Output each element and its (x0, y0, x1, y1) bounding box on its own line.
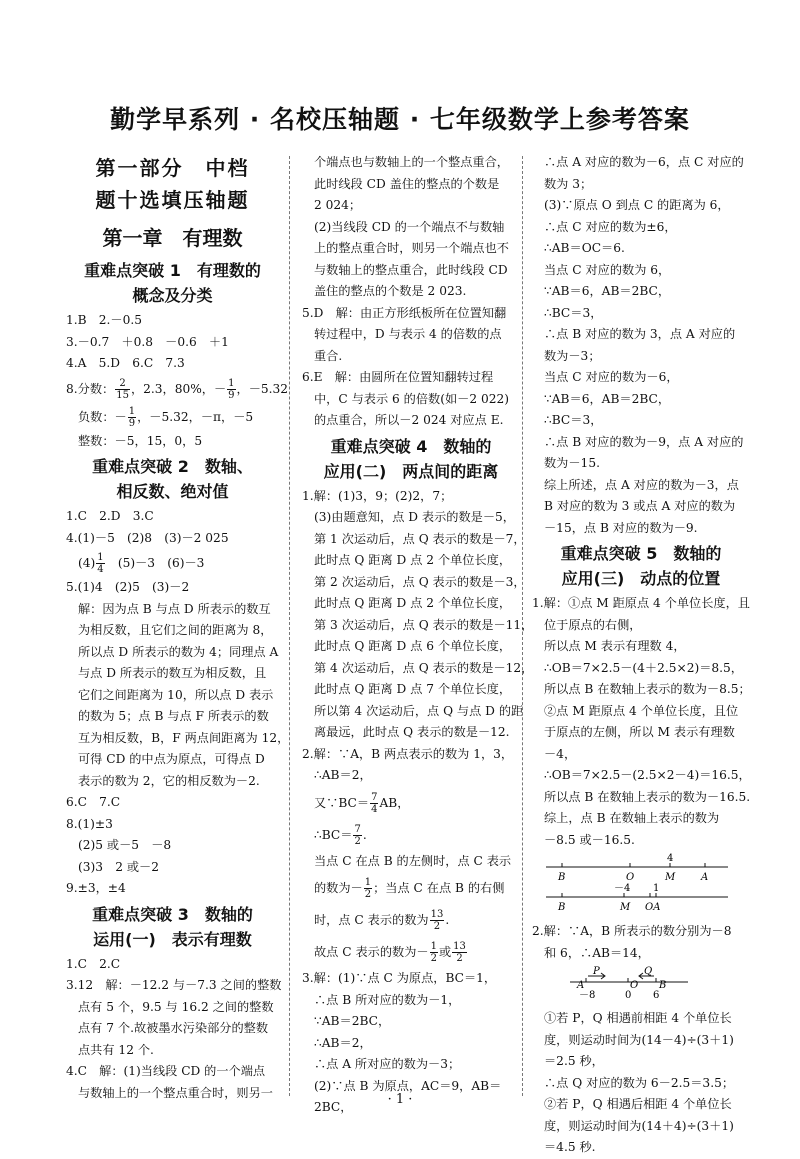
denominator: 4 (371, 803, 378, 815)
answer-line (302, 819, 520, 851)
point-label: O (630, 980, 639, 991)
denominator: 9 (128, 417, 136, 429)
answer-line: 综上，点 B 在数轴上表示的数为 (544, 811, 720, 825)
answer-line: (2)5 或－5 －8 (78, 838, 172, 852)
answer-line: ∵AB＝6，AB＝2BC， (544, 284, 671, 298)
answer-line: 互为相反数，B，F 两点间距离为 12， (78, 730, 290, 745)
answer-line: 第 2 次运动后，点 Q 表示的数是－3， (314, 574, 526, 589)
answer-line: 此时点 Q 距离 D 点 2 个单位长度， (314, 553, 512, 567)
answer-line: ①若 P，Q 相遇前相距 4 个单位长 (544, 1011, 732, 1025)
point-label: OA (645, 902, 661, 913)
answer-line: ∴点 A 对应的数为－6，点 C 对应的 (544, 155, 744, 169)
answer-line: ②点 M 距原点 4 个单位长度，且位 (544, 703, 739, 718)
answer-line: 与数轴上的一个整点重合时，则另一 (78, 1085, 273, 1100)
numerator: 1 (430, 941, 437, 952)
answer-line (66, 549, 279, 577)
answer-line: 当点 C 对应的数为－6， (544, 370, 679, 384)
answer-line: 3.解：(1)∵点 C 为原点，BC＝1， (302, 971, 497, 985)
part-heading: 题十选填压轴题 (95, 188, 250, 212)
answer-line: 与数轴上的整点重合，此时线段 CD (314, 262, 508, 277)
section-heading (66, 454, 279, 504)
answer-line: 1.C 2.D 3.C (66, 509, 154, 523)
answer-line: －8.5 或－16.5. (544, 832, 635, 847)
answer-line: (3)由题意知，点 D 表示的数是－5， (314, 510, 515, 524)
denominator: 2 (456, 953, 463, 964)
point-label: B (558, 902, 566, 913)
answer-line: －15，点 B 对应的数为－9. (544, 520, 698, 535)
number-line-figure-2 (568, 966, 758, 1004)
fraction (115, 378, 130, 401)
answer-line: 4.(1)－5 (2)8 (3)－2 025 (66, 530, 229, 545)
answer-line: ∴OB＝7×2.5－(4＋2.5×2)＝8.5， (544, 660, 743, 675)
text: ∴BC＝ (314, 827, 353, 842)
answer-line: B 对应的数为 3 或点 A 对应的数为 (544, 499, 736, 513)
answer-line: ②若 P，Q 相遇后相距 4 个单位长 (544, 1097, 732, 1111)
figure-label: 1 (653, 883, 660, 894)
answer-line: 8.(1)±3 (66, 816, 113, 831)
numerator: 7 (354, 823, 361, 835)
answer-line: ∴BC＝3， (544, 305, 603, 320)
section-heading (532, 541, 750, 591)
answer-line: ∴BC＝3， (544, 413, 603, 427)
answer-line: ∴点 Q 对应的数为 6－2.5＝3.5； (544, 1075, 735, 1090)
answer-line: 度，则运动时间为(14＋4)÷(3＋1) (544, 1118, 734, 1133)
section-heading-line: 概念及分类 (132, 286, 213, 305)
point-label: A (577, 980, 585, 991)
numerator: 1 (228, 377, 235, 389)
answer-line: 1.C 2.C (66, 956, 121, 971)
text: 又∵BC＝ (314, 795, 370, 810)
answer-line: 此时点 Q 距离 D 点 6 个单位长度， (314, 639, 512, 653)
fraction (430, 909, 445, 932)
answer-line: 数为－15. (544, 456, 600, 470)
numerator: 13 (453, 941, 466, 952)
answer-line: 和 6，∴AB＝14， (544, 945, 650, 960)
numerator: 1 (97, 552, 104, 563)
text: . (445, 913, 450, 927)
answer-line: 第 4 次运动后，点 Q 表示的数是－12， (314, 660, 534, 675)
fraction (364, 877, 372, 900)
answer-line: 综上所述，点 A 对应的数为－3，点 (544, 477, 739, 492)
text: . (362, 827, 367, 842)
fraction (353, 824, 361, 847)
answer-line: 6.E 解：由圆所在位置知翻转过程 (302, 370, 494, 384)
numerator: 2 (115, 378, 130, 390)
page-number: · 1 · (387, 1092, 413, 1107)
text: 8.分数： (66, 381, 115, 396)
answer-line: 个端点也与数轴上的一个整点重合， (314, 155, 509, 169)
numerator: 7 (371, 791, 378, 803)
denominator: 2 (430, 953, 437, 964)
answer-line: 整数：－5，15，0，5 (78, 433, 203, 448)
denominator: 4 (97, 564, 104, 575)
page-title: 勤学早系列 · 名校压轴题 · 七年级数学上参考答案 (110, 105, 690, 134)
answer-line: 当点 C 在点 B 的左侧时，点 C 表示 (314, 853, 512, 868)
denominator: 2 (433, 921, 441, 932)
answer-line: 1.B 2.－0.5 (66, 313, 142, 327)
text: ，2.3，80%，－ (130, 381, 227, 396)
section-heading (66, 258, 279, 308)
answer-line: 所以第 4 次运动后，点 Q 与点 D 的距 (314, 703, 524, 718)
text: ；当点 C 在点 B 的右侧 (373, 881, 505, 895)
text: 或 (438, 945, 452, 959)
answer-line: 1.解：(1)3，9；(2)2，7； (302, 488, 453, 503)
answer-line: 转过程中，D 与表示 4 的倍数的点 (314, 327, 502, 341)
answer-line: 第 3 次运动后，点 Q 表示的数是－11， (314, 617, 534, 632)
answer-line: ∴AB＝OC＝6. (544, 241, 625, 255)
answer-line: ＝2.5 秒， (544, 1054, 604, 1068)
answer-line: 9.±3，±4 (66, 881, 126, 895)
figure-label: 0 (625, 990, 632, 1001)
answer-line: 度，则运动时间为(14－4)÷(3＋1) (544, 1032, 734, 1047)
answer-line: 此时点 Q 距离 D 点 2 个单位长度， (314, 596, 512, 610)
answer-line: 所以点 B 在数轴上表示的数为－16.5. (544, 789, 751, 804)
answer-line: 所以点 D 所表示的数为 4；同理点 A (78, 644, 279, 659)
fraction (227, 378, 235, 401)
answer-line: 2 024； (314, 198, 362, 212)
answer-line: 3.12 解：－12.2 与－7.3 之间的整数 (66, 978, 282, 992)
figure-label: 6 (653, 990, 660, 1001)
answer-line: 4.A 5.D 6.C 7.3 (66, 356, 185, 370)
answer-line: ∴点 C 对应的数为±6， (544, 219, 677, 234)
section-heading-line: 重难点突破 1 有理数的 (84, 261, 261, 280)
point-label: M (665, 872, 676, 883)
answer-line: 与点 D 所表示的数互为相反数，且 (78, 666, 267, 680)
point-label: P (593, 966, 600, 977)
answer-line: 位于原点的右侧， (544, 617, 642, 632)
point-label: O (626, 872, 635, 883)
answer-line: (2)∵点 B 为原点，AC＝9，AB＝ (314, 1078, 502, 1093)
text: ，－5.32 (236, 381, 289, 396)
point-label: B (659, 980, 667, 991)
answer-line: 解：因为点 B 与点 D 所表示的数互 (78, 601, 271, 616)
answer-line: －4， (544, 746, 577, 761)
chapter-heading: 第一章 有理数 (102, 226, 243, 250)
fraction (128, 406, 136, 429)
answer-line: 重合. (314, 348, 343, 363)
answer-line: 表示的数为 2，它的相反数为－2. (78, 773, 260, 788)
answer-line: 第 1 次运动后，点 Q 表示的数是－7， (314, 531, 526, 546)
answer-line: 1.解：①点 M 距原点 4 个单位长度，且 (532, 596, 750, 610)
answer-line: 数为－3； (544, 348, 601, 363)
answer-line: 2.解：∵A，B 所表示的数分别为－8 (532, 924, 732, 938)
point-label: A (701, 872, 709, 883)
column-1 (66, 152, 290, 1104)
fraction (370, 792, 378, 815)
text: ，－5.32，－π，－5 (137, 409, 254, 424)
answer-line: ＝4.5 秒. (544, 1140, 596, 1154)
answer-line (302, 936, 520, 968)
numerator: 13 (430, 909, 444, 920)
denominator: 15 (116, 389, 129, 401)
section-heading-line: 相反数、绝对值 (116, 482, 229, 501)
answer-line: ∴点 A 所对应的数为－3； (314, 1057, 461, 1071)
part-heading: 第一部分 中档 (95, 156, 250, 180)
answer-line: 所以点 M 表示有理数 4， (544, 639, 686, 653)
point-label: B (558, 872, 566, 883)
answer-line: 盖住的整点的个数是 2 023. (314, 284, 467, 298)
answer-line: 的数为 5；点 B 与点 F 所表示的数 (78, 709, 269, 723)
answer-line: ∴OB＝7×2.5－(2.5×2－4)＝16.5， (544, 768, 751, 782)
answer-line: 2BC， (314, 1100, 353, 1114)
denominator: 2 (364, 889, 372, 900)
numerator: 1 (364, 877, 372, 888)
answer-line: (2)当线段 CD 的一个端点不与数轴 (314, 219, 505, 234)
answer-line: 可得 CD 的中点为原点，可得点 D (78, 752, 265, 766)
denominator: 2 (354, 835, 361, 847)
answer-line: (3)∵原点 O 到点 C 的距离为 6， (544, 198, 730, 212)
answer-line (302, 787, 520, 819)
answer-line: ∴点 B 对应的数为 3，点 A 对应的 (544, 327, 736, 341)
section-heading-line: 重难点突破 5 数轴的 (560, 544, 722, 563)
column-3 (532, 152, 750, 1159)
section-heading-line: 重难点突破 2 数轴、 (92, 457, 253, 476)
answer-line: 4.C 解：(1)当线段 CD 的一个端点 (66, 1064, 266, 1078)
answer-line: 此时线段 CD 盖住的整点的个数是 (314, 176, 500, 191)
answer-line: 上的整点重合时，则另一个端点也不 (314, 241, 509, 255)
answer-line: 3.－0.7 ＋0.8 －0.6 ＋1 (66, 334, 229, 349)
answer-line: ∴AB＝2， (314, 768, 372, 782)
text: 负数：－ (78, 409, 127, 424)
answer-line: 点有 5 个，9.5 与 16.2 之间的整数 (78, 999, 274, 1014)
answer-line: 为相反数，且它们之间的距离为 8， (78, 623, 273, 637)
answer-line: ∴点 B 所对应的数为－1， (314, 992, 461, 1007)
answer-line: 5.(1)4 (2)5 (3)－2 (66, 580, 190, 594)
answer-line: 6.C 7.C (66, 795, 121, 809)
text: 的数为－ (314, 881, 363, 895)
answer-line (302, 904, 520, 936)
section-heading (66, 902, 279, 952)
section-heading-line: 重难点突破 4 数轴的 (330, 436, 492, 456)
text: AB， (379, 795, 410, 810)
section-heading-line: 应用(三) 动点的位置 (561, 569, 721, 588)
answer-line: 当点 C 对应的数为 6， (544, 262, 671, 277)
answer-line: 数为 3； (544, 176, 593, 191)
column-divider (289, 156, 290, 1096)
answer-line: 离最远，此时点 Q 表示的数是－12. (314, 725, 510, 739)
text: (5)－3 (6)－3 (105, 556, 205, 570)
answer-line: 5.D 解：由正方形纸板所在位置知翻 (302, 305, 507, 320)
answer-line (66, 375, 289, 403)
answer-line: 于原点的左侧，所以 M 表示有理数 (544, 725, 735, 739)
answer-line: ∵AB＝2BC， (314, 1014, 391, 1028)
answer-line: ∵AB＝6，AB＝2BC， (544, 391, 671, 406)
answer-line: 中，C 与表示 6 的倍数(如－2 022) (314, 391, 509, 406)
number-line-figure-1 (542, 853, 732, 917)
answer-line: 2.解：∵A，B 两点表示的数为 1，3， (302, 746, 514, 761)
section-heading (302, 434, 520, 484)
figure-label: －4 (614, 883, 631, 894)
answer-line (302, 872, 520, 904)
answer-line: 此时点 Q 距离 D 点 7 个单位长度， (314, 682, 512, 696)
answer-line: 点共有 12 个. (78, 1042, 154, 1057)
text: 故点 C 表示的数为－ (314, 945, 429, 959)
answer-line: 点有 7 个.故被墨水污染部分的整数 (78, 1021, 269, 1035)
denominator: 9 (228, 389, 235, 401)
column-2 (302, 152, 534, 1119)
point-label: M (620, 902, 631, 913)
answer-line: 它们之间距离为 10，所以点 D 表示 (78, 687, 274, 702)
point-label: Q (644, 966, 653, 977)
answer-line: ∴AB＝2， (314, 1035, 372, 1050)
text: 时，点 C 表示的数为 (314, 913, 429, 927)
numerator: 1 (128, 405, 136, 417)
figure-label: －8 (579, 990, 596, 1001)
fraction (430, 941, 438, 964)
answer-line: 所以点 B 在数轴上表示的数为－8.5； (544, 682, 751, 696)
fraction (96, 552, 104, 575)
fraction (452, 941, 467, 964)
section-heading-line: 重难点突破 3 数轴的 (92, 904, 253, 924)
figure-label: 4 (667, 853, 674, 864)
answer-line (66, 403, 279, 431)
answer-line: 的点重合，所以－2 024 对应点 E. (314, 413, 504, 427)
answer-line: ∴点 B 对应的数为－9，点 A 对应的 (544, 434, 744, 449)
answer-line: (3)3 2 或－2 (78, 859, 159, 874)
section-heading-line: 应用(二) 两点间的距离 (323, 461, 499, 481)
text: (4) (78, 556, 96, 570)
section-heading-line: 运用(一) 表示有理数 (93, 929, 252, 949)
